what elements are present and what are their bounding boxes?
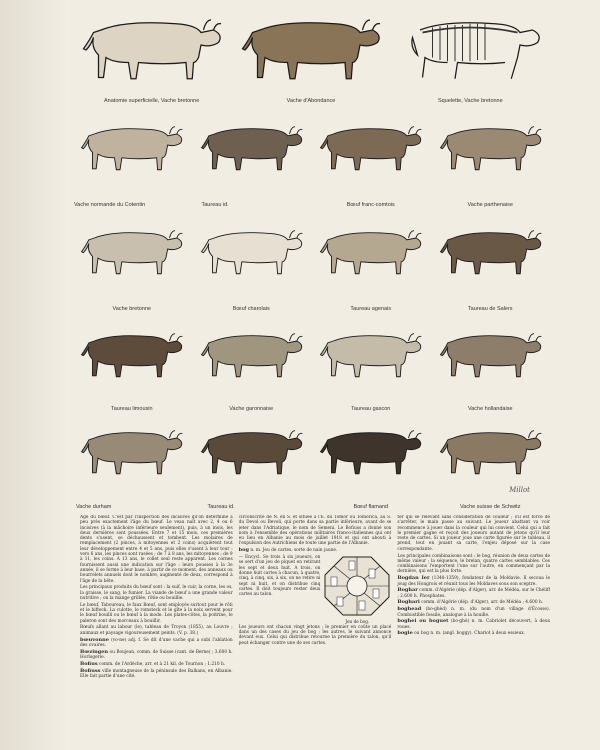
caption: Vache durham xyxy=(76,504,112,510)
bog-board-illustration xyxy=(323,555,391,617)
headword: Boghar xyxy=(397,587,418,594)
illustration-cell xyxy=(72,108,192,208)
entry xyxy=(80,638,233,649)
illustration-cell xyxy=(192,108,312,208)
entry xyxy=(80,669,233,680)
cow-illustration xyxy=(76,6,226,84)
text-column-2 xyxy=(239,515,392,747)
caption: Vache bretonne xyxy=(112,306,151,312)
cattle-plate xyxy=(72,0,550,510)
definition: ville montagneuse de la péninsule des Balkans, en Albanie. Elle fait partie d'une cité. xyxy=(80,668,233,679)
paragraph: — Encycl. Se trois à six joueurs, on se sert d'un jeu de piquet en retirant les sept et deux huit. A trois, on donne huit cartes à chacun, à quatre, cinq, à cinq, six, à six, on ne retire ni sept ni huit, et on distribue cinq cartes. Il doit toujours rester deux cartes au talon. xyxy=(238,555,321,598)
entry xyxy=(397,576,550,587)
caption: Taureau id. xyxy=(201,202,229,208)
bog-text xyxy=(239,555,321,625)
ox-illustration xyxy=(196,214,306,284)
cow-illustration xyxy=(196,318,306,386)
illustration-cell xyxy=(192,212,312,312)
text-column-3 xyxy=(397,515,550,747)
bull-illustration xyxy=(315,318,425,386)
plate-row-2 xyxy=(72,108,550,208)
headword: bœuvonne xyxy=(80,636,109,643)
entry xyxy=(80,650,233,661)
illustration-cell xyxy=(431,316,551,412)
paragraph: Age du bœuf. C'est par l'inspection des incisives qu'on détermine à peu près exactement l'âge du bœuf. Le veau naît avec 2, 4 ou 6 incisives (à la mâchoire inférieure seulement), puis, à un mois, les deux dernières sont poussées. Entre 7 et 15 mois, ces premières dents s'usent, se déchaussent et tombent. Les molaires de remplacement (2 pinces, à mitoyennes et 2 coins) acquièrent tout leur développement entre 4 et 5 ans, puis elles s'usent à leur tour : vers 6 ans, les pinces sont rasées ; de 7 à 8 ans, les mitoyennes ; de 9 à 11, les coins. A 13 ans, le collet seul reste apparent. Les cornes fournissent aussi une indication sur l'âge : leurs pousses à la 3e année, il se forme à leur base, à partir de ce moment, des anneaux ou bourrelets annuels dont le nombre, augmenté de deux, correspond à l'âge de la bête. xyxy=(80,515,233,584)
bull-illustration xyxy=(196,110,306,180)
headword: Bogdan Ier xyxy=(397,575,430,582)
headword: Bœzingen xyxy=(80,648,109,655)
cow-illustration xyxy=(435,318,545,386)
entry xyxy=(397,607,550,618)
plate-row-3 xyxy=(72,212,550,312)
caption: Bœuf charolais xyxy=(232,306,270,312)
paragraph: circonscrite de N. en S. et située à l'E. du Tomor ou Tomorica, au S. du Devol ou Bevoli, qui porte dans sa partie inférieure, avant de se jeter dans l'Adriatique, le nom de Semeni. Le Bofiuss a donné son nom à l'ensemble des opérations militaires franco-italiennes qui ont eu lieu en Albanie au mois de juillet 1918 et qui ont abouti à l'expulsion des Autrichiens de toute une partie de l'Albanie. xyxy=(238,515,392,547)
headword: boghead xyxy=(397,606,422,613)
caption: Vache d'Abondance xyxy=(286,98,336,104)
cow-illustration xyxy=(435,110,545,180)
illustration-cell xyxy=(72,212,192,312)
bull-illustration xyxy=(76,318,186,386)
illustration-cell xyxy=(431,108,551,208)
definition: (bo-ghè) n. m. Cabriolet découvert, à deux roues. xyxy=(397,619,551,630)
paragraph: Les principales combinaisons sont : le bog, réunion de deux cartes de même valeur ; la séquence, le brelan, quatre cartes semblables. Ces combinaisons l'emportent l'une sur l'autre, en commençant par la dernière, qui est la plus forte. xyxy=(397,553,551,575)
illustration-cell xyxy=(431,410,551,510)
caption: Bœuf franc-comtois xyxy=(346,202,395,208)
definition: comm. de l'Ardèche, arr. et à 21 kil. de Tournon ; 1.210 h. xyxy=(99,661,226,667)
illustration-cell xyxy=(192,410,312,510)
caption: Vache parthenaise xyxy=(467,202,513,208)
bull-illustration xyxy=(435,214,545,284)
cow-illustration xyxy=(235,6,385,84)
headword: Boghari xyxy=(397,599,420,606)
illustration-cell xyxy=(311,212,431,312)
caption: Vache garonnaise xyxy=(229,406,274,412)
illustration-cell xyxy=(311,410,431,510)
definition: (vo-ne) adj. f. Se dit d'une vache qui a subi l'ablation des ovaires. xyxy=(80,637,233,648)
caption: Squelette, Vache bretonne xyxy=(437,98,503,104)
caption: Taureau de Salers xyxy=(467,306,513,312)
paragraph: Le bœuf, Taboureau, le faux Bœuf, sont employés surtout pour le rôti et le bifteck. La culotte, le romsteck et le gîte à la noix servent pour le bœuf bouilli ou le bœuf à la mode. Les plates-côtes, la poitrine, le paleron sont des morceaux à bouillir. xyxy=(80,602,233,624)
caption: Vache suisse de Schwitz xyxy=(460,504,521,510)
headword: bogie xyxy=(397,630,413,637)
entry xyxy=(397,631,550,636)
illustration-cell xyxy=(72,4,231,104)
dictionary-text xyxy=(80,515,550,747)
definition: comm. d'Algérie (dép. d'Alger), arr. de Médéa, sur le Chéliff ; 2.600 h. Phosphates. xyxy=(397,588,551,599)
skeleton-illustration xyxy=(395,6,545,84)
headword: bog xyxy=(238,547,249,554)
definition: comm. d'Algérie (dép. d'Alger), arr. de Médéa ; 4.600 h. xyxy=(421,600,544,606)
caption: Taureau id. xyxy=(207,504,235,510)
cow-illustration xyxy=(76,110,186,180)
paragraph: Bœufs allant au labour (le), tableau de Troyon (1855), au Louvre ; animaux et paysage vigoureusement peints. (V. p. 38.) xyxy=(80,625,233,636)
definition: ou Boujean, comm. de Suisse (cant. de Berne) ; 3.600 h. Horlogerie. xyxy=(80,649,233,660)
headword: boghei ou boguet xyxy=(397,618,449,625)
illustration-cell xyxy=(431,212,551,312)
headword: Bofius xyxy=(80,660,98,667)
entry xyxy=(80,662,233,667)
illustration-cell xyxy=(311,108,431,208)
illustration-cell xyxy=(72,410,192,510)
illustration-cell xyxy=(231,4,390,104)
cow-illustration xyxy=(76,214,186,284)
paragraph: Les principaux produits du bœuf sont : la suif, le cuir, la corne, les os, la graisse, le sang, le fumier. La viande de bœuf a une grande valeur nutritive ; on la mange grillée, rôtie ou bouillie. xyxy=(80,585,233,601)
figure-caption: Jeu de bog. xyxy=(345,619,370,625)
entry xyxy=(397,588,550,599)
caption: Taureau agenais xyxy=(350,306,392,312)
paragraph: ter qui se relevant sans considération de couleur ; s'il est forcé de s'arrêter, le main passe au suivant. Le joueur abattant va voir recommence à jouer dans la couleur qui lui convient. Celui qui a fait le premier gagne et reçoit des joueurs autant de jetons qu'il leur reste de cartes. Si un joueur joue une carte figurée sur le tableau, il prend, tout en jouant sa carte, l'enjeu déposé sur la case correspondante. xyxy=(397,515,551,552)
caption: Anatomie superficielle, Vache bretonne xyxy=(104,98,200,104)
caption: Vache hollandaise xyxy=(467,406,513,412)
definition: (1348-1359), fondateur de la Moldavie. Il secoua le joug des Hongrois et réunit tous les Moldaves sous son sceptre. xyxy=(397,576,551,587)
page-gutter xyxy=(0,0,70,750)
cow-illustration xyxy=(76,412,186,486)
paragraph: Les joueurs ont chacun vingt jetons ; le premier en coûte un placé dans un des cases du jeu de bog ; les autres, le suivant annonce devant eux. Celui qui distribue retourne la première du talon, qu'il peut échanger contre une de ses cartes. xyxy=(238,624,392,646)
illustration-cell xyxy=(72,316,192,412)
bull-illustration xyxy=(315,214,425,284)
illustration-cell xyxy=(311,316,431,412)
caption: Taureau gascon xyxy=(351,406,391,412)
bog-section xyxy=(239,555,392,625)
caption: Vache normande du Cotentin xyxy=(74,202,146,208)
definition: (bo-ghèd) n. m. (du nom d'un village d'Écosse). Combustible fossile, analogue à la houille. xyxy=(397,607,551,618)
plate-row-1 xyxy=(72,4,550,104)
entry xyxy=(239,548,392,553)
artist-signature: Millot xyxy=(509,486,530,494)
bull-illustration xyxy=(196,412,306,486)
ox-illustration xyxy=(315,110,425,180)
plate-row-4 xyxy=(72,316,550,412)
caption: Taureau limousin xyxy=(110,406,153,412)
definition: ou bog n. m. (angl. boggy). Chariot à deux essieux. xyxy=(414,631,526,637)
caption: Bœuf flamand xyxy=(353,504,389,510)
headword: Bofiuss xyxy=(80,667,101,674)
ox-illustration xyxy=(315,412,425,486)
bog-figure xyxy=(323,555,391,625)
entry xyxy=(397,619,550,630)
text-column-1 xyxy=(80,515,233,747)
illustration-cell xyxy=(192,316,312,412)
cow-illustration xyxy=(435,412,545,486)
plate-row-5 xyxy=(72,410,550,510)
definition: n. m. Jeu de cartes, sorte de nain jaune. xyxy=(250,548,338,554)
entry xyxy=(397,600,550,605)
illustration-cell xyxy=(391,4,550,104)
